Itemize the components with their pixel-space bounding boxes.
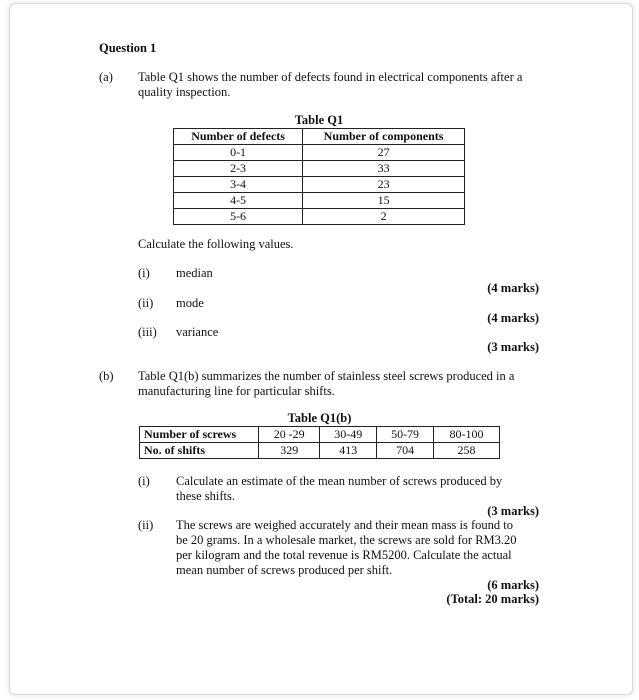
table-row (140, 427, 500, 443)
table-row (174, 209, 465, 225)
item-b-i-marks: (3 marks) (487, 504, 539, 518)
table-cell: 2 (303, 209, 465, 225)
table-row (174, 145, 465, 161)
table-row (174, 193, 465, 209)
table-q1-caption: Table Q1 (294, 113, 344, 127)
question-title: Question 1 (99, 41, 157, 55)
document-page (9, 3, 633, 695)
header-number-of-components: Number of components (303, 129, 465, 145)
item-b-i-line2: these shifts. (176, 489, 236, 503)
part-a-intro-line1: Table Q1 shows the number of defects found in electrical components after a (138, 70, 523, 84)
table-cell: 5-6 (174, 209, 303, 225)
table-header-row (174, 129, 465, 145)
table-cell: 3-4 (174, 177, 303, 193)
item-a-i-marks: (4 marks) (487, 281, 539, 295)
item-b-ii-line4: mean number of screws produced per shift. (176, 563, 393, 577)
part-a-label: (a) (99, 70, 113, 84)
table-cell: 30-49 (320, 427, 377, 443)
table-cell: 20 -29 (259, 427, 320, 443)
table-cell: 704 (377, 443, 434, 459)
table-cell: 80-100 (433, 427, 499, 443)
row-label-number-of-screws: Number of screws (140, 427, 259, 443)
table-cell: 329 (259, 443, 320, 459)
item-a-i-number: (i) (138, 266, 150, 280)
row-label-no-of-shifts: No. of shifts (140, 443, 259, 459)
part-b-intro-line2: manufacturing line for particular shifts. (138, 384, 335, 398)
table-cell: 33 (303, 161, 465, 177)
table-cell: 23 (303, 177, 465, 193)
table-cell: 2-3 (174, 161, 303, 177)
table-row (140, 443, 500, 459)
item-b-ii-marks: (6 marks) (487, 578, 539, 592)
item-a-iii-number: (iii) (138, 325, 157, 339)
total-marks: (Total: 20 marks) (446, 592, 539, 606)
table-q1 (173, 128, 465, 225)
table-q1b-caption: Table Q1(b) (287, 411, 352, 425)
header-number-of-defects: Number of defects (174, 129, 303, 145)
item-b-ii-line1: The screws are weighed accurately and their mean mass is found to (176, 518, 514, 532)
table-cell: 27 (303, 145, 465, 161)
table-cell: 50-79 (377, 427, 434, 443)
table-cell: 0-1 (174, 145, 303, 161)
table-cell: 15 (303, 193, 465, 209)
part-b-intro-line1: Table Q1(b) summarizes the number of stainless steel screws produced in a (138, 369, 515, 383)
part-a-instruction: Calculate the following values. (138, 237, 294, 251)
item-a-iii-text: variance (176, 325, 219, 339)
item-a-i-text: median (176, 266, 213, 280)
item-a-ii-number: (ii) (138, 296, 154, 310)
part-a-intro-line2: quality inspection. (138, 85, 231, 99)
item-a-iii-marks: (3 marks) (487, 340, 539, 354)
item-b-ii-number: (ii) (138, 518, 154, 532)
table-row (174, 161, 465, 177)
part-b-label: (b) (99, 369, 114, 383)
table-q1b (139, 426, 500, 459)
item-a-ii-text: mode (176, 296, 204, 310)
item-a-ii-marks: (4 marks) (487, 311, 539, 325)
table-cell: 4-5 (174, 193, 303, 209)
item-b-i-number: (i) (138, 474, 150, 488)
item-b-i-line1: Calculate an estimate of the mean number of screws produced by (176, 474, 503, 488)
table-cell: 413 (320, 443, 377, 459)
item-b-ii-line3: per kilogram and the total revenue is RM5200. Calculate the actual (176, 548, 512, 562)
item-b-ii-line2: be 20 grams. In a wholesale market, the screws are sold for RM3.20 (176, 533, 517, 547)
table-cell: 258 (433, 443, 499, 459)
table-row (174, 177, 465, 193)
